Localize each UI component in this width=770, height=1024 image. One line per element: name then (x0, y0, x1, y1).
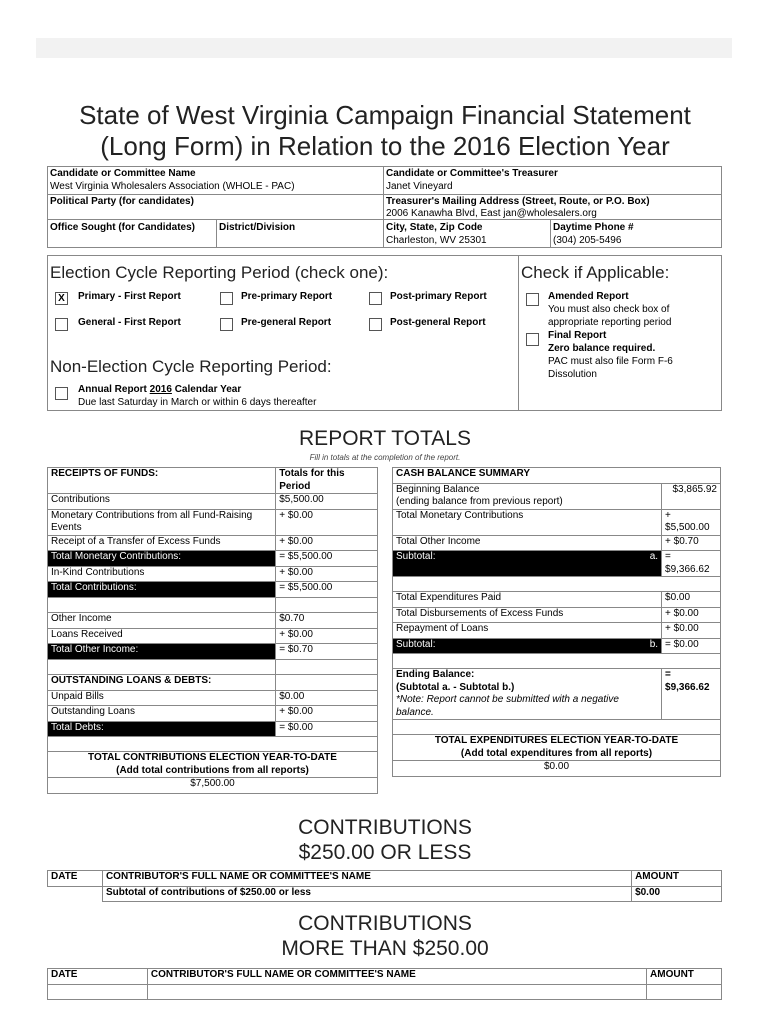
outstanding-loans-header: OUTSTANDING LOANS & DEBTS: (48, 675, 276, 691)
receipt-row-value[interactable]: $5,500.00 (276, 494, 378, 510)
col-name: CONTRIBUTOR'S FULL NAME OR COMMITTEE'S NAME (102, 871, 631, 887)
total-expenditures-ytd-label: TOTAL EXPENDITURES ELECTION YEAR-TO-DATE (Add total expenditures from all reports) (393, 735, 721, 761)
district-label: District/Division (219, 222, 296, 233)
receipt-row-value[interactable]: + $0.00 (276, 628, 378, 644)
general-first-label: General - First Report (78, 317, 181, 328)
non-election-heading: Non-Election Cycle Reporting Period: (50, 357, 332, 376)
zero-balance-label: Zero balance required. (548, 343, 656, 354)
beginning-balance-label: Beginning Balance (ending balance from previous report) (393, 483, 662, 509)
receipt-row-label: Outstanding Loans (48, 706, 276, 722)
total-contributions-value: = $5,500.00 (276, 582, 378, 598)
post-general-checkbox[interactable] (369, 318, 382, 331)
contrib-small-heading: CONTRIBUTIONS $250.00 OR LESS (298, 816, 472, 864)
phone-value[interactable]: (304) 205-5496 (553, 235, 622, 246)
disbursements-label: Total Disbursements of Excess Funds (393, 607, 662, 623)
monetary-contrib-value[interactable]: + $5,500.00 (662, 509, 721, 535)
disbursements-value[interactable]: + $0.00 (662, 607, 721, 623)
report-totals-heading: REPORT TOTALS (299, 427, 471, 450)
subtotal-a-label: Subtotal: a. (393, 551, 662, 577)
receipt-row-label: Contributions (48, 494, 276, 510)
receipt-row-label: Unpaid Bills (48, 690, 276, 706)
receipt-row-value[interactable]: + $0.00 (276, 535, 378, 551)
mailing-value[interactable]: 2006 Kanawha Blvd, East jan@wholesalers.org (386, 208, 597, 219)
receipt-row-label: Other Income (48, 613, 276, 629)
top-bar (36, 38, 732, 58)
beginning-balance-value[interactable]: $3,865.92 (662, 483, 721, 509)
repayment-value[interactable]: + $0.00 (662, 623, 721, 639)
final-note-2: Dissolution (548, 369, 597, 380)
election-cycle-heading: Election Cycle Reporting Period (check one): (50, 263, 389, 282)
monetary-contrib-label: Total Monetary Contributions (393, 509, 662, 535)
total-other-income-value: = $0.70 (276, 644, 378, 660)
treasurer-label: Candidate or Committee's Treasurer (386, 168, 558, 179)
other-income-value[interactable]: + $0.70 (662, 535, 721, 551)
receipt-row-label: Receipt of a Transfer of Excess Funds (48, 535, 276, 551)
subtotal-small-label: Subtotal of contributions of $250.00 or less (102, 886, 631, 902)
total-monetary-label: Total Monetary Contributions: (48, 551, 276, 567)
cash-balance-header: CASH BALANCE SUMMARY (393, 468, 721, 484)
total-debts-value: = $0.00 (276, 721, 378, 737)
subtotal-b-value: = $0.00 (662, 638, 721, 654)
pre-general-label: Pre-general Report (241, 317, 332, 328)
total-contributions-ytd-value[interactable]: $7,500.00 (48, 778, 378, 794)
col-amount: AMOUNT (632, 871, 722, 887)
expenditures-value[interactable]: $0.00 (662, 592, 721, 608)
annual-report-label: Annual Report 2016 Calendar Year (78, 384, 242, 395)
col-date: DATE (48, 871, 103, 887)
receipts-table (47, 467, 378, 794)
city-value[interactable]: Charleston, WV 25301 (386, 235, 487, 246)
party-label: Political Party (for candidates) (50, 196, 194, 207)
page-title (0, 100, 770, 162)
post-primary-label: Post-primary Report (390, 291, 487, 302)
phone-label: Daytime Phone # (553, 222, 634, 233)
amended-note-2: appropriate reporting period (548, 317, 672, 328)
subtotal-a-value: = $9,366.62 (662, 551, 721, 577)
receipt-row-label: Loans Received (48, 628, 276, 644)
repayment-label: Repayment of Loans (393, 623, 662, 639)
ending-balance-value: = $9,366.62 (662, 669, 721, 720)
contrib-large-table (47, 968, 722, 1000)
applicable-heading: Check if Applicable: (521, 263, 670, 282)
post-general-label: Post-general Report (390, 317, 486, 328)
amended-note-1: You must also check box of (548, 304, 670, 315)
annual-due-note: Due last Saturday in March or within 6 days thereafter (78, 397, 317, 408)
city-label: City, State, Zip Code (386, 222, 483, 233)
subtotal-small-value: $0.00 (632, 886, 722, 902)
receipt-row-label: In-Kind Contributions (48, 566, 276, 582)
total-contributions-ytd-label: TOTAL CONTRIBUTIONS ELECTION YEAR-TO-DATE (Add total contributions from all reports) (48, 752, 378, 778)
pre-primary-checkbox[interactable] (220, 292, 233, 305)
other-income-label: Total Other Income (393, 535, 662, 551)
post-primary-checkbox[interactable] (369, 292, 382, 305)
receipts-period-header: Totals for this Period (276, 468, 378, 494)
mailing-label: Treasurer's Mailing Address (Street, Route, or P.O. Box) (386, 196, 650, 207)
title-line-2: (Long Form) in Relation to the 2016 Election Year (100, 131, 670, 161)
amended-label: Amended Report (548, 291, 629, 302)
amended-checkbox[interactable] (526, 293, 539, 306)
total-debts-label: Total Debts: (48, 721, 276, 737)
annual-report-checkbox[interactable] (55, 387, 68, 400)
cash-balance-table (392, 467, 721, 777)
contrib-small-table (47, 870, 722, 902)
receipt-row-value[interactable]: + $0.00 (276, 509, 378, 535)
report-totals-subnote: Fill in totals at the completion of the report. (309, 453, 461, 462)
expenditures-label: Total Expenditures Paid (393, 592, 662, 608)
receipt-row-label: Monetary Contributions from all Fund-Raising Events (48, 509, 276, 535)
contrib-large-heading: CONTRIBUTIONS MORE THAN $250.00 (281, 912, 489, 960)
col-date: DATE (48, 969, 148, 985)
ending-balance-label: Ending Balance: (Subtotal a. - Subtotal b.) *Note: Report cannot be submitted with a negative balance. (393, 669, 662, 720)
total-other-income-label: Total Other Income: (48, 644, 276, 660)
final-note-1: PAC must also file Form F-6 (548, 356, 673, 367)
general-first-checkbox[interactable] (55, 318, 68, 331)
col-name: CONTRIBUTOR'S FULL NAME OR COMMITTEE'S NAME (147, 969, 646, 985)
receipts-header: RECEIPTS OF FUNDS: (48, 468, 276, 494)
total-monetary-value: = $5,500.00 (276, 551, 378, 567)
primary-first-checkbox[interactable]: X (55, 292, 68, 305)
final-report-label: Final Report (548, 330, 607, 341)
total-contributions-label: Total Contributions: (48, 582, 276, 598)
pre-general-checkbox[interactable] (220, 318, 233, 331)
office-label: Office Sought (for Candidates) (50, 222, 195, 233)
receipt-row-value[interactable]: + $0.00 (276, 566, 378, 582)
pre-primary-label: Pre-primary Report (241, 291, 333, 302)
receipt-row-value[interactable]: $0.70 (276, 613, 378, 629)
total-expenditures-ytd-value[interactable]: $0.00 (393, 761, 721, 777)
receipt-row-value[interactable]: + $0.00 (276, 706, 378, 722)
subtotal-b-label: Subtotal: b. (393, 638, 662, 654)
candidate-value[interactable]: West Virginia Wholesalers Association (WHOLE - PAC) (50, 181, 295, 192)
col-amount: AMOUNT (647, 969, 722, 985)
candidate-label: Candidate or Committee Name (50, 168, 196, 179)
title-line-1: State of West Virginia Campaign Financial Statement (79, 100, 691, 130)
primary-first-label: Primary - First Report (78, 291, 181, 302)
final-report-checkbox[interactable] (526, 333, 539, 346)
receipt-row-value[interactable]: $0.00 (276, 690, 378, 706)
treasurer-value[interactable]: Janet Vineyard (386, 181, 453, 192)
